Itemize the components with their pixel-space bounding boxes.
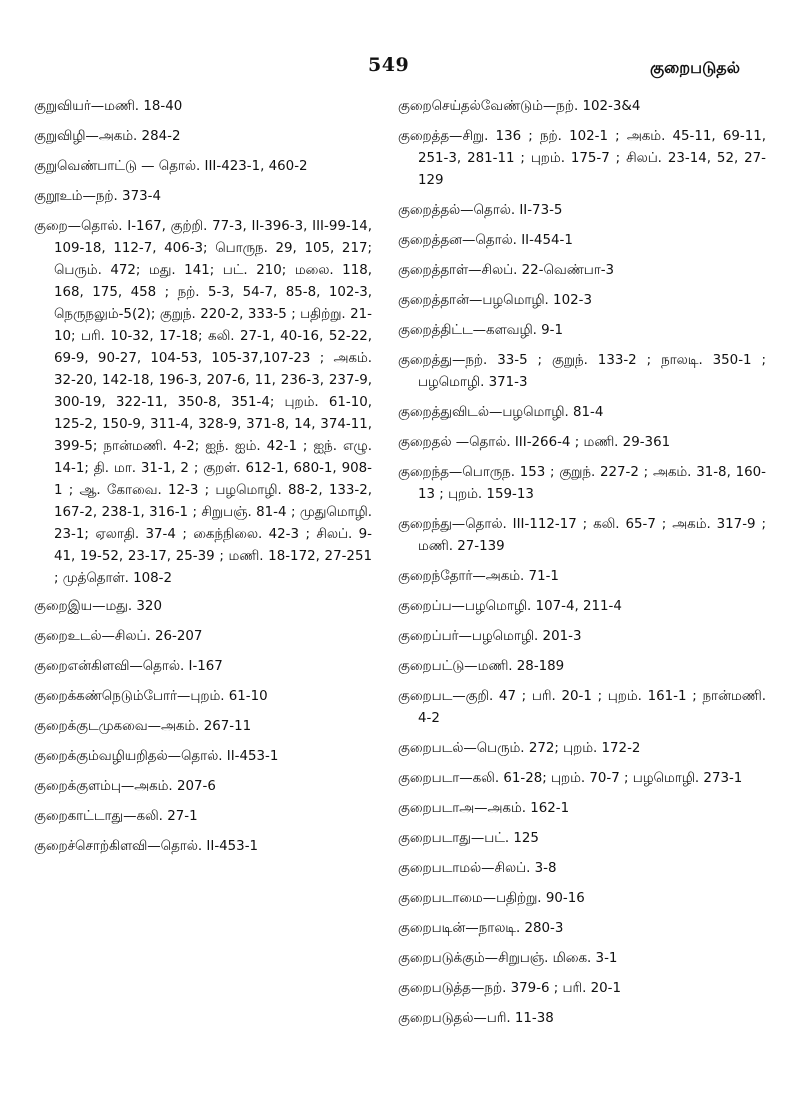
index-entry: குறைதல் —தொல். III-266-4 ; மணி. 29-361	[398, 435, 671, 450]
index-entry: குறைத்தாள்—சிலப். 22-வெண்பா-3	[398, 263, 615, 278]
index-entry: குறூஉம்—நற். 373-4	[34, 189, 161, 204]
index-entry: குறைப்பர்—பழமொழி. 201-3	[398, 629, 582, 644]
index-entry: குறைபடாமை—பதிற்று. 90-16	[398, 891, 585, 906]
index-entry: குறுவிழி—அகம். 284-2	[34, 129, 181, 144]
index-entry: குறைஇய—மது. 320	[34, 599, 162, 614]
index-entry: குறைகாட்டாது—கலி. 27-1	[34, 809, 198, 824]
index-entry: குறைத்துவிடல்—பழமொழி. 81-4	[398, 405, 604, 420]
index-entry: குறைக்குளம்பு—அகம். 207-6	[34, 779, 216, 794]
index-entry: குறுவியர்—மணி. 18-40	[34, 99, 183, 114]
index-entry: குறைபடாஅ—அகம். 162-1	[398, 801, 570, 816]
index-entry: குறைத்த—சிறு. 136 ; நற். 102-1 ; அகம். 45-11, 69-11, 251-3, 281-11 ; புறம். 175-7 ; சிலப். 23-14, 52, 27-129	[398, 129, 766, 188]
index-entry: குறைபடுக்கும்—சிறுபஞ். மிகை. 3-1	[398, 951, 618, 966]
left-column	[34, 96, 372, 866]
index-entry: குறைபட்டு—மணி. 28-189	[398, 659, 565, 674]
index-entry: குறைபட—குறி. 47 ; பரி. 20-1 ; புறம். 161-1 ; நான்மணி. 4-2	[398, 689, 766, 726]
index-entry: குறைபடல்—பெரும். 272; புறம். 172-2	[398, 741, 641, 756]
right-column	[398, 96, 766, 1038]
page-number: 549	[368, 54, 410, 76]
index-entry: குறைந்தோர்—அகம். 71-1	[398, 569, 559, 584]
index-entry: குறைபடுத்த—நற். 379-6 ; பரி. 20-1	[398, 981, 622, 996]
index-entry: குறைத்தான்—பழமொழி. 102-3	[398, 293, 592, 308]
index-entry: குறைக்குடமுகவை—அகம். 267-11	[34, 719, 252, 734]
index-entry: குறைந்து—தொல். III-112-17 ; கலி. 65-7 ; அகம். 317-9 ; மணி. 27-139	[398, 517, 766, 554]
index-entry: குறுவெண்பாட்டு — தொல். III-423-1, 460-2	[34, 159, 308, 174]
index-entry: குறைத்தல்—தொல். II-73-5	[398, 203, 563, 218]
index-entry: குறை—தொல். I-167, குற்றி. 77-3, II-396-3, III-99-14, 109-18, 112-7, 406-3; பொருந. 29, 105, 217; பெரும். 472; மது. 141; பட். 210; மலை. 118, 168, 175, 458 ; நற். 5-3, 54-7, 85-8, 102-3, நெருநலும்-5(2); குறுந். 220-2, 333-5 ; பதிற்று. 21-10; பரி. 10-32, 17-18; கலி. 27-1, 40-16, 52-22, 69-9, 90-27, 104-53, 105-37,107-23 ; அகம். 32-20, 142-18, 196-3, 207-6, 11, 236-3, 237-9, 300-19, 322-11, 350-8, 351-4; புறம். 61-10, 125-2, 150-9, 311-4, 328-9, 371-8, 14, 374-11, 399-5; நான்மணி. 4-2; ஐந். ஐம். 42-1 ; ஐந். எழு. 14-1; தி. மா. 31-1, 2 ; குறள். 612-1, 680-1, 908-1 ; ஆ. கோவை. 12-3 ; பழமொழி. 88-2, 133-2, 167-2, 238-1, 316-1 ; சிறுபஞ். 81-4 ; முதுமொழி. 23-1; ஏலாதி. 37-4 ; கைந்நிலை. 42-3 ; சிலப். 9-41, 19-52, 23-17, 25-39 ; மணி. 18-172, 27-251 ; முத்தொள். 108-2	[34, 219, 372, 586]
index-entry: குறைப்ப—பழமொழி. 107-4, 211-4	[398, 599, 622, 614]
index-entry: குறைஉடல்—சிலப். 26-207	[34, 629, 203, 644]
index-entry: குறைந்த—பொருந. 153 ; குறுந். 227-2 ; அகம். 31-8, 160-13 ; புறம். 159-13	[398, 465, 766, 502]
index-entry: குறைஎன்கிளவி—தொல். I-167	[34, 659, 223, 674]
index-entry: குறைத்து—நற். 33-5 ; குறுந். 133-2 ; நாலடி. 350-1 ; பழமொழி. 371-3	[398, 353, 766, 390]
index-entry: குறைத்தன—தொல். II-454-1	[398, 233, 573, 248]
index-entry: குறைக்கண்நெடும்போர்—புறம். 61-10	[34, 689, 268, 704]
index-entry: குறைசெய்தல்வேண்டும்—நற். 102-3&4	[398, 99, 641, 114]
index-entry: குறைக்கும்வழியறிதல்—தொல். II-453-1	[34, 749, 279, 764]
index-entry: குறைபடாது—பட். 125	[398, 831, 539, 846]
index-entry: குறைபடாமல்—சிலப். 3-8	[398, 861, 557, 876]
index-entry: குறைபடா—கலி. 61-28; புறம். 70-7 ; பழமொழி. 273-1	[398, 771, 743, 786]
running-head: குறைபடுதல்	[649, 58, 740, 77]
index-entry: குறைபடுதல்—பரி. 11-38	[398, 1011, 554, 1026]
index-entry: குறைபடின்—நாலடி. 280-3	[398, 921, 564, 936]
index-entry: குறைத்திட்ட—களவழி. 9-1	[398, 323, 564, 338]
index-entry: குறைச்சொற்கிளவி—தொல். II-453-1	[34, 839, 259, 854]
